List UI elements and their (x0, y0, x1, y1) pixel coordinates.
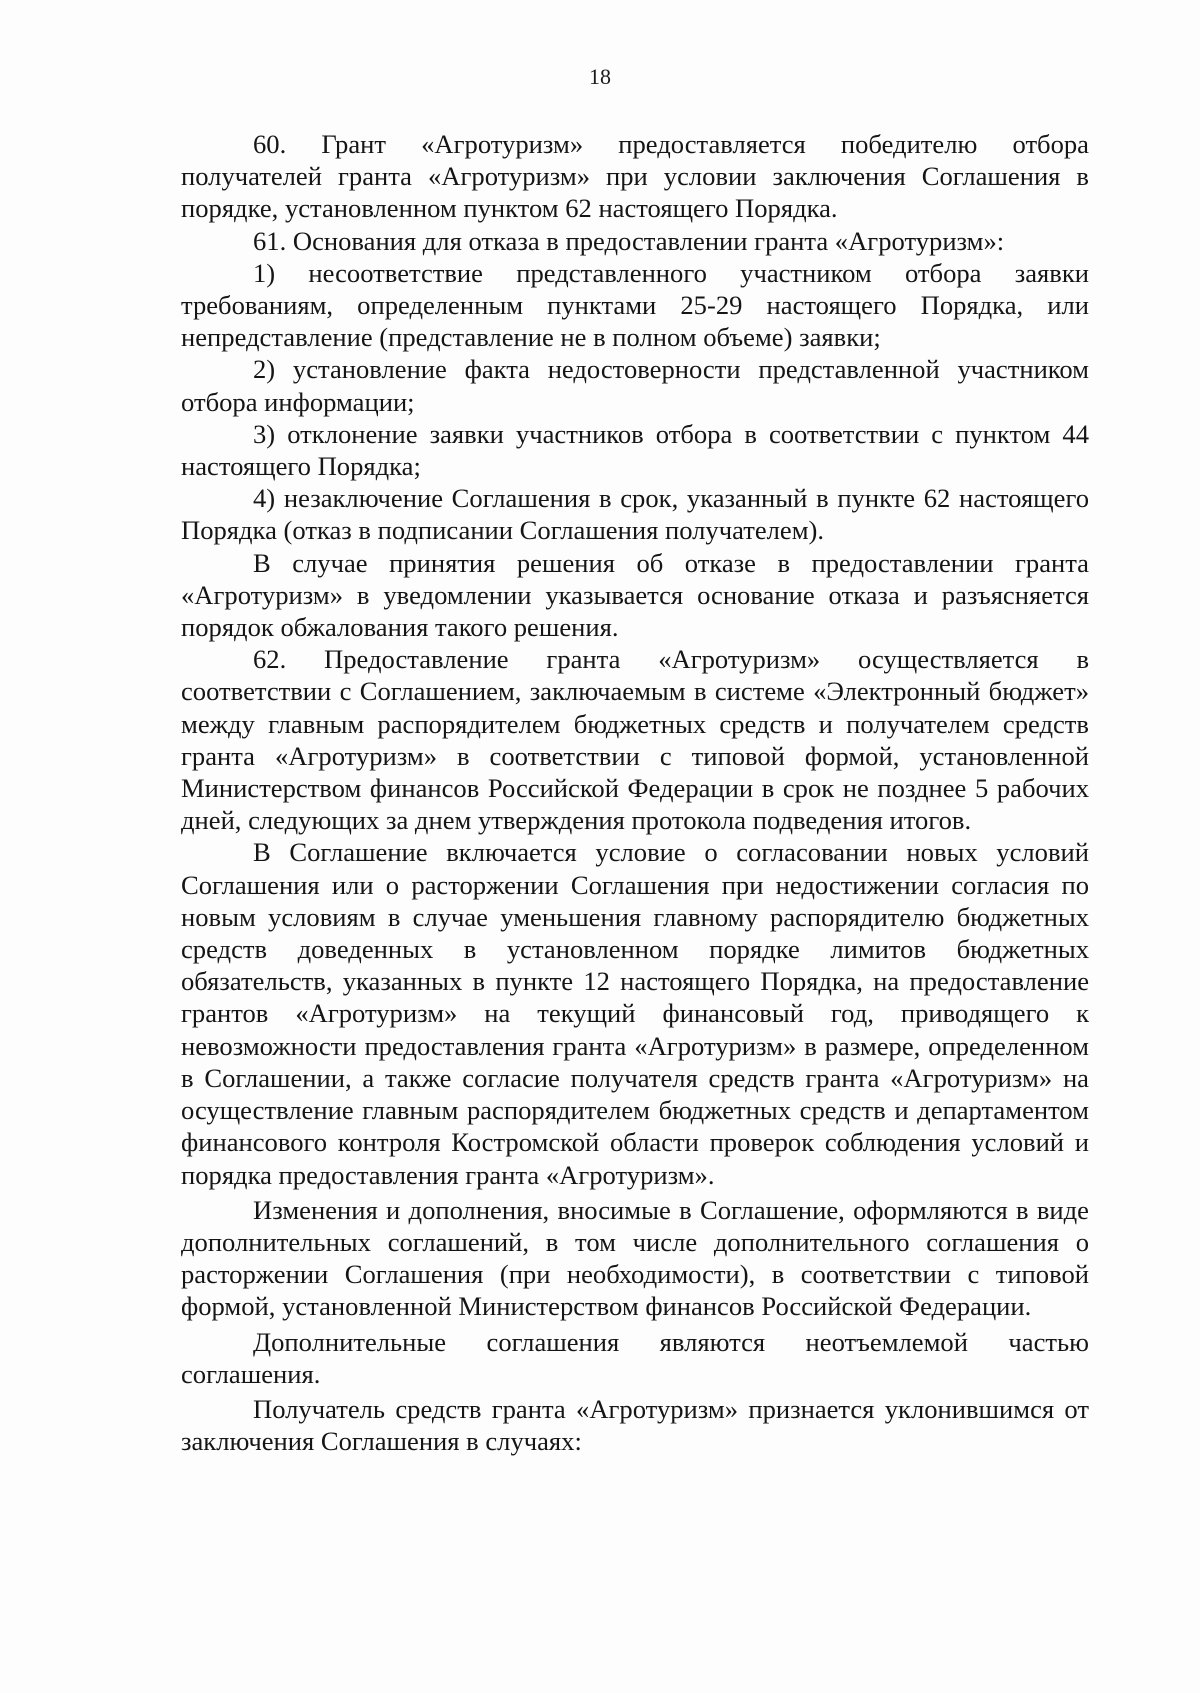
paragraph-61-item-4: 4) незаключение Соглашения в срок, указанный в пункте 62 настоящего Порядка (отказ в подписании Соглашения получателем). (181, 483, 1089, 546)
paragraph-refusal-notice: В случае принятия решения об отказе в предоставлении гранта «Агротуризм» в уведомлении указывается основание отказа и разъясняется порядок обжалования такого решения. (181, 547, 1089, 643)
paragraph-61-item-3: 3) отклонение заявки участников отбора в соответствии с пунктом 44 настоящего Порядка; (181, 418, 1089, 482)
paragraph-62: 62. Предоставление гранта «Агротуризм» осуществляется в соответствии с Соглашением, заключаемым в системе «Электронный бюджет» между главным распорядителем бюджетных средств и получателем средств гранта «Агротуризм» в соответствии с типовой формой, установленной Министерством финансов Российской Федерации в срок не позднее 5 рабочих дней, следующих за днем утверждения протокола подведения итогов. (181, 644, 1089, 836)
paragraph-amendments: Изменения и дополнения, вносимые в Соглашение, оформляются в виде дополнительных соглашений, в том числе дополнительного соглашения о расторжении Соглашения (при необходимости), в соответствии с типовой формой, установленной Министерством финансов Российской Федерации. (181, 1194, 1089, 1322)
paragraph-evasion: Получатель средств гранта «Агротуризм» признается уклонившимся от заключения Соглашения в случаях: (181, 1393, 1089, 1457)
paragraph-61: 61. Основания для отказа в предоставлении гранта «Агротуризм»: (253, 225, 1005, 256)
paragraph-agreement-conditions: В Соглашение включается условие о согласовании новых условий Соглашения или о расторжении Соглашения при недостижении согласия по новым условиям в случае уменьшения главному распорядителю бюджетных средств доведенных в установленном порядке лимитов бюджетных обязательств, указанных в пункте 12 настоящего Порядка, на предоставление грантов «Агротуризм» на текущий финансовый год, приводящего к невозможности предоставления гранта «Агротуризм» в размере, определенном в Соглашении, а также согласие получателя средств гранта «Агротуризм» на осуществление главным распорядителем бюджетных средств и департаментом финансового контроля Костромской области проверок соблюдения условий и порядка предоставления гранта «Агротуризм». (181, 837, 1089, 1190)
page-number: 18 (589, 64, 611, 89)
paragraph-61-item-1: 1) несоответствие представленного участником отбора заявки требованиям, определенным пунктами 25-29 настоящего Порядка, или непредставление (представление не в полном объеме) заявки; (181, 257, 1089, 353)
paragraph-61-item-2: 2) установление факта недостоверности представленной участником отбора информации; (181, 354, 1089, 417)
paragraph-additional-agreements: Дополнительные соглашения являются неотъемлемой частью соглашения. (181, 1326, 1089, 1389)
paragraph-60: 60. Грант «Агротуризм» предоставляется победителю отбора получателей гранта «Агротуризм» при условии заключения Соглашения в порядке, установленном пунктом 62 настоящего Порядка. (181, 129, 1089, 224)
document-body (181, 128, 1089, 1457)
